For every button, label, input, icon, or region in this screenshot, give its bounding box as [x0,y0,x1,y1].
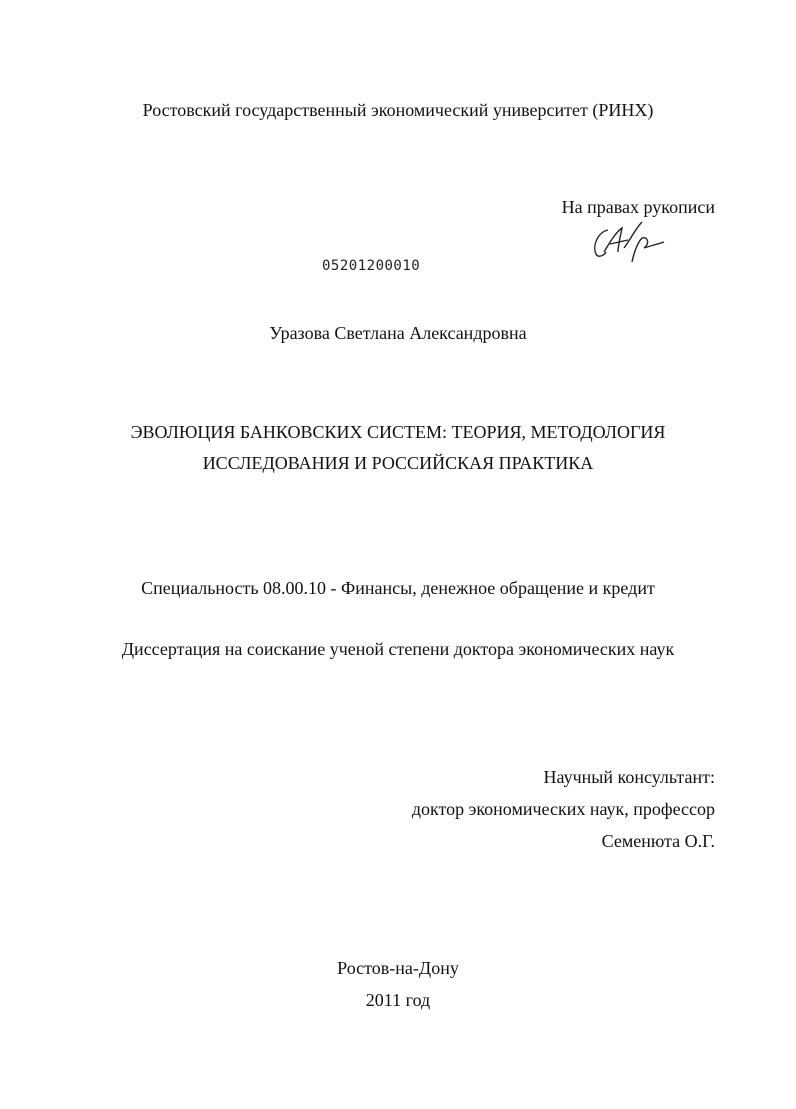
title-line-1: ЭВОЛЮЦИЯ БАНКОВСКИХ СИСТЕМ: ТЕОРИЯ, МЕТОДОЛОГИЯ [130,422,666,442]
consultant-name: Семенюта О.Г. [601,831,715,851]
consultant-label: Научный консультант: [543,767,715,787]
author-name: Уразова Светлана Александровна [269,323,527,343]
consultant-degree: доктор экономических наук, профессор [411,799,715,819]
year: 2011 год [365,990,431,1010]
city: Ростов-на-Дону [337,958,459,978]
manuscript-rights: На правах рукописи [561,197,715,217]
title-line-2: ИССЛЕДОВАНИЯ И РОССИЙСКАЯ ПРАКТИКА [202,453,594,473]
dissertation-type: Диссертация на соискание ученой степени доктора экономических наук [121,639,675,659]
signature-image [588,218,668,268]
registration-number: 05201200010 [322,258,421,274]
specialty: Специальность 08.00.10 - Финансы, денежное обращение и кредит [141,578,655,598]
university-name: Ростовский государственный экономический университет (РИНХ) [142,100,654,120]
